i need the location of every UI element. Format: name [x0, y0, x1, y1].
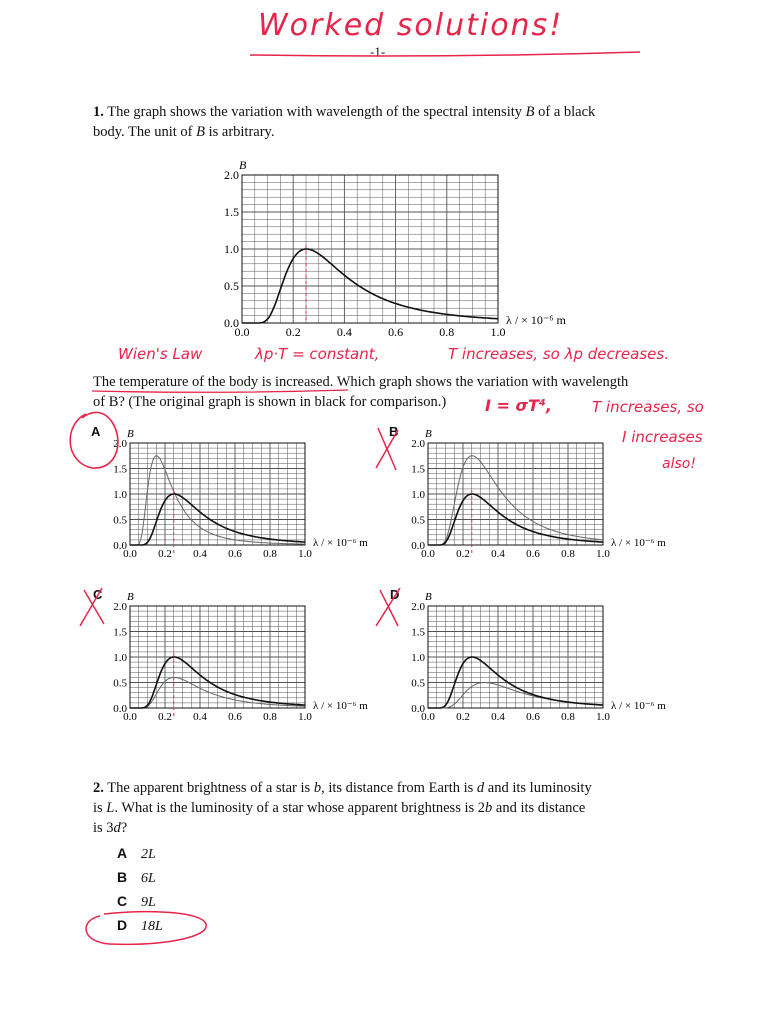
y-axis-label: B: [425, 591, 432, 603]
annotation-stefan-2: T increases, so: [592, 398, 704, 416]
q2-option-b-value: 6L: [141, 871, 156, 886]
q2-option-c[interactable]: [117, 893, 156, 911]
x-tick-label: 1.0: [298, 711, 312, 723]
q2-l3a: is 3: [93, 820, 114, 836]
x-tick-label: 1.0: [490, 325, 506, 339]
x-axis-label: λ / × 10⁻⁶ m: [506, 313, 566, 327]
q2-l2a: is: [93, 800, 103, 816]
x-tick-label: 0.8: [263, 711, 277, 723]
chart-option-c-svg: [100, 586, 390, 726]
q2-option-d-letter: D: [117, 917, 128, 933]
y-tick-label: 0.5: [113, 514, 127, 527]
q2-option-d[interactable]: [117, 917, 163, 935]
y-axis-label: B: [127, 428, 134, 440]
q2-l1d: d: [476, 780, 485, 796]
x-tick-label: 0.2: [285, 325, 301, 339]
q2-l2b: L: [106, 800, 115, 816]
x-tick-label: 0.8: [561, 711, 575, 723]
chart-option-b-svg: [398, 423, 698, 563]
q2-option-c-letter: C: [117, 893, 128, 909]
q2-l1c: , its distance from Earth is: [321, 780, 474, 796]
y-tick-label: 2.0: [113, 601, 127, 613]
q1-var-b2: B: [196, 124, 205, 140]
q2-l2d: b: [485, 800, 493, 816]
y-tick-label: 0.0: [224, 316, 239, 330]
x-tick-label: 0.0: [421, 711, 435, 723]
y-axis-label: B: [239, 158, 247, 172]
q1-option-c-label: C: [93, 587, 103, 602]
x-tick-label: 0.2: [456, 548, 470, 560]
x-tick-label: 0.6: [526, 711, 540, 723]
chart-option-a-svg: [100, 423, 390, 563]
y-tick-label: 1.0: [411, 652, 425, 664]
y-tick-label: 1.0: [411, 489, 425, 501]
x-tick-label: 0.2: [158, 711, 172, 723]
y-axis-label: B: [127, 591, 134, 603]
q2-option-b-letter: B: [117, 869, 128, 885]
x-tick-label: 0.0: [421, 548, 435, 560]
chart-option-a: [100, 423, 390, 563]
x-tick-label: 0.0: [234, 325, 250, 339]
q2-l1e: and its luminosity: [487, 780, 592, 796]
q1-text-line1: The graph shows the variation with wavelength of the spectral intensity: [107, 104, 523, 120]
chart-main-svg: [200, 155, 590, 345]
x-tick-label: 1.0: [596, 548, 610, 560]
y-tick-label: 0.0: [113, 540, 127, 552]
y-tick-label: 2.0: [411, 438, 425, 450]
annotation-wien-law: Wien's Law: [118, 345, 203, 363]
y-tick-label: 0.5: [411, 677, 425, 690]
q2-number: 2.: [93, 780, 104, 796]
chart-option-d-svg: [398, 586, 698, 726]
chart-option-d: [398, 586, 698, 726]
q2-l3c: ?: [120, 820, 128, 836]
x-axis-label: λ / × 10⁻⁶ m: [611, 537, 666, 549]
title-underline: [250, 52, 640, 56]
chart-option-b: [398, 423, 698, 563]
q2-option-a-value: 2L: [141, 847, 156, 862]
x-tick-label: 0.2: [456, 711, 470, 723]
y-tick-label: 0.0: [411, 703, 425, 715]
y-tick-label: 0.5: [411, 514, 425, 527]
y-tick-label: 0.5: [113, 677, 127, 690]
x-axis-label: λ / × 10⁻⁶ m: [611, 700, 666, 712]
y-tick-label: 0.0: [113, 703, 127, 715]
y-tick-label: 1.5: [411, 626, 425, 639]
x-tick-label: 0.4: [491, 711, 505, 723]
y-tick-label: 0.0: [411, 540, 425, 552]
x-tick-label: 0.4: [491, 548, 505, 560]
y-axis-label: B: [425, 428, 432, 440]
y-tick-label: 2.0: [224, 168, 239, 182]
x-tick-label: 1.0: [596, 711, 610, 723]
x-tick-label: 0.4: [193, 711, 207, 723]
q2-text: [93, 778, 733, 838]
chart-option-c: [100, 586, 390, 726]
y-tick-label: 1.0: [113, 489, 127, 501]
q2-l2c: . What is the luminosity of a star whose apparent brightness is 2: [114, 800, 486, 816]
q1-var-b1: B: [525, 104, 535, 120]
x-tick-label: 0.8: [263, 548, 277, 560]
page-number: -1-: [370, 44, 386, 59]
q2-l2e: and its distance: [495, 800, 586, 816]
q1-number: 1.: [93, 104, 104, 120]
q1-option-a-label: A: [91, 424, 101, 439]
y-tick-label: 2.0: [113, 438, 127, 450]
handwritten-title: Worked solutions!: [258, 8, 564, 43]
y-tick-label: 1.5: [113, 626, 127, 639]
y-tick-label: 1.5: [113, 463, 127, 476]
x-tick-label: 0.8: [561, 548, 575, 560]
annotation-wien-formula: λp·T = constant,: [255, 345, 380, 363]
annotation-stefan-law: I = σT⁴,: [485, 396, 552, 415]
y-tick-label: 1.0: [113, 652, 127, 664]
q1-intro: [93, 102, 693, 142]
x-tick-label: 0.4: [193, 548, 207, 560]
q2-l1b: b: [313, 780, 322, 796]
q2-l3b: d: [113, 820, 121, 836]
y-tick-label: 1.0: [224, 242, 239, 256]
x-tick-label: 0.0: [123, 711, 137, 723]
q1-question-rest: . Which graph shows the variation with wavelength: [329, 374, 629, 390]
x-tick-label: 0.8: [439, 325, 455, 339]
y-tick-label: 1.5: [224, 205, 239, 219]
q1-question-underlined: The temperature of the body is increased: [93, 374, 330, 390]
x-axis-label: λ / × 10⁻⁶ m: [313, 700, 368, 712]
annotation-wien-reason: T increases, so λp decreases.: [448, 345, 669, 363]
q2-option-c-value: 9L: [141, 895, 156, 910]
x-tick-label: 0.0: [123, 548, 137, 560]
annotation-stefan-3: I increases: [622, 428, 703, 446]
q2-option-a-letter: A: [117, 845, 128, 861]
q1-option-b-label: B: [389, 424, 399, 439]
x-tick-label: 0.2: [158, 548, 172, 560]
q1-question-line2: of B? (The original graph is shown in black for comparison.): [93, 394, 447, 410]
x-tick-label: 0.4: [336, 325, 352, 339]
x-tick-label: 0.6: [228, 711, 242, 723]
q1-option-d-label: D: [390, 587, 400, 602]
q1-text-line1-end: of a black: [538, 104, 596, 120]
q2-option-d-value: 18L: [141, 919, 163, 934]
y-tick-label: 2.0: [411, 601, 425, 613]
x-axis-label: λ / × 10⁻⁶ m: [313, 537, 368, 549]
q2-option-b[interactable]: [117, 869, 156, 887]
q1-text-line2: body. The unit of: [93, 124, 193, 140]
annotation-stefan-4: also!: [662, 456, 696, 472]
x-tick-label: 0.6: [388, 325, 404, 339]
y-tick-label: 0.5: [224, 279, 239, 293]
q1-text-line2-end: is arbitrary.: [208, 124, 275, 140]
q2-l1a: The apparent brightness of a star is: [107, 780, 311, 796]
chart-main: [200, 155, 590, 345]
x-tick-label: 0.6: [228, 548, 242, 560]
x-tick-label: 0.6: [526, 548, 540, 560]
q2-option-a[interactable]: [117, 845, 156, 863]
x-tick-label: 1.0: [298, 548, 312, 560]
y-tick-label: 1.5: [411, 463, 425, 476]
